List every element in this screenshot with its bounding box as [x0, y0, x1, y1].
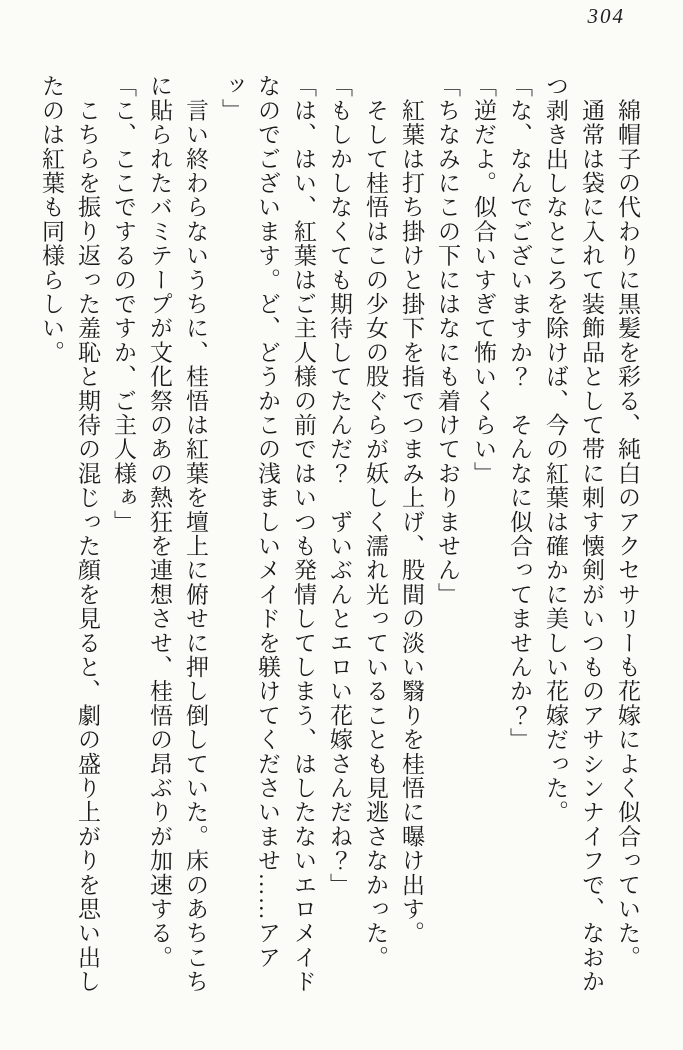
body-text — [33, 74, 645, 1014]
text-column: こちらを振り返った羞恥と期待の混じった顔を見ると、劇の盛り上がりを思い出し — [75, 74, 100, 994]
text-column: 「こ、ここでするのですか、ご主人様ぁ」 — [111, 74, 136, 534]
text-column: つ剥き出しなところを除けば、今の紅葉は確かに美しい花嫁だった。 — [543, 74, 568, 825]
text-column: 「は、はい、紅葉はご主人様の前ではいつも発情してしまう、はしたないエロメイド — [291, 74, 316, 994]
text-column: 言い終わらないうちに、桂悟は紅葉を壇上に俯せに押し倒していた。床のあちこち — [183, 74, 208, 994]
text-column: に貼られたバミテープが文化祭のあの熱狂を連想させ、桂悟の昂ぶりが加速する。 — [147, 74, 172, 970]
text-column: ッ」 — [219, 74, 244, 123]
text-column: 紅葉は打ち掛けと掛下を指でつまみ上げ、股間の淡い翳りを桂悟に曝け出す。 — [399, 74, 424, 946]
text-column: 「ちなみにこの下にはなにも着けておりません」 — [435, 74, 460, 607]
text-column: そして桂悟はこの少女の股ぐらが妖しく濡れ光っていることも見逃さなかった。 — [363, 74, 388, 970]
text-column: 「もしかしなくても期待してたんだ？ ずいぶんとエロい花嫁さんだね？」 — [327, 74, 352, 897]
text-column: 「な、なんでございますか？ そんなに似合ってませんか？」 — [507, 74, 532, 752]
text-column: 「逆だよ。似合いすぎて怖いくらい」 — [471, 74, 496, 486]
page-number: 304 — [587, 4, 625, 28]
text-column: なのでございます。ど、どうかこの浅ましいメイドを躾けてくださいませ……アア — [255, 74, 280, 970]
text-column: 綿帽子の代わりに黒髪を彩る、純白のアクセサリーも花嫁によく似合っていた。 — [615, 74, 640, 970]
text-column: 通常は袋に入れて装飾品として帯に刺す懐剣がいつものアサシンナイフで、なおか — [579, 74, 604, 994]
text-column: たのは紅葉も同様らしい。 — [39, 74, 64, 365]
